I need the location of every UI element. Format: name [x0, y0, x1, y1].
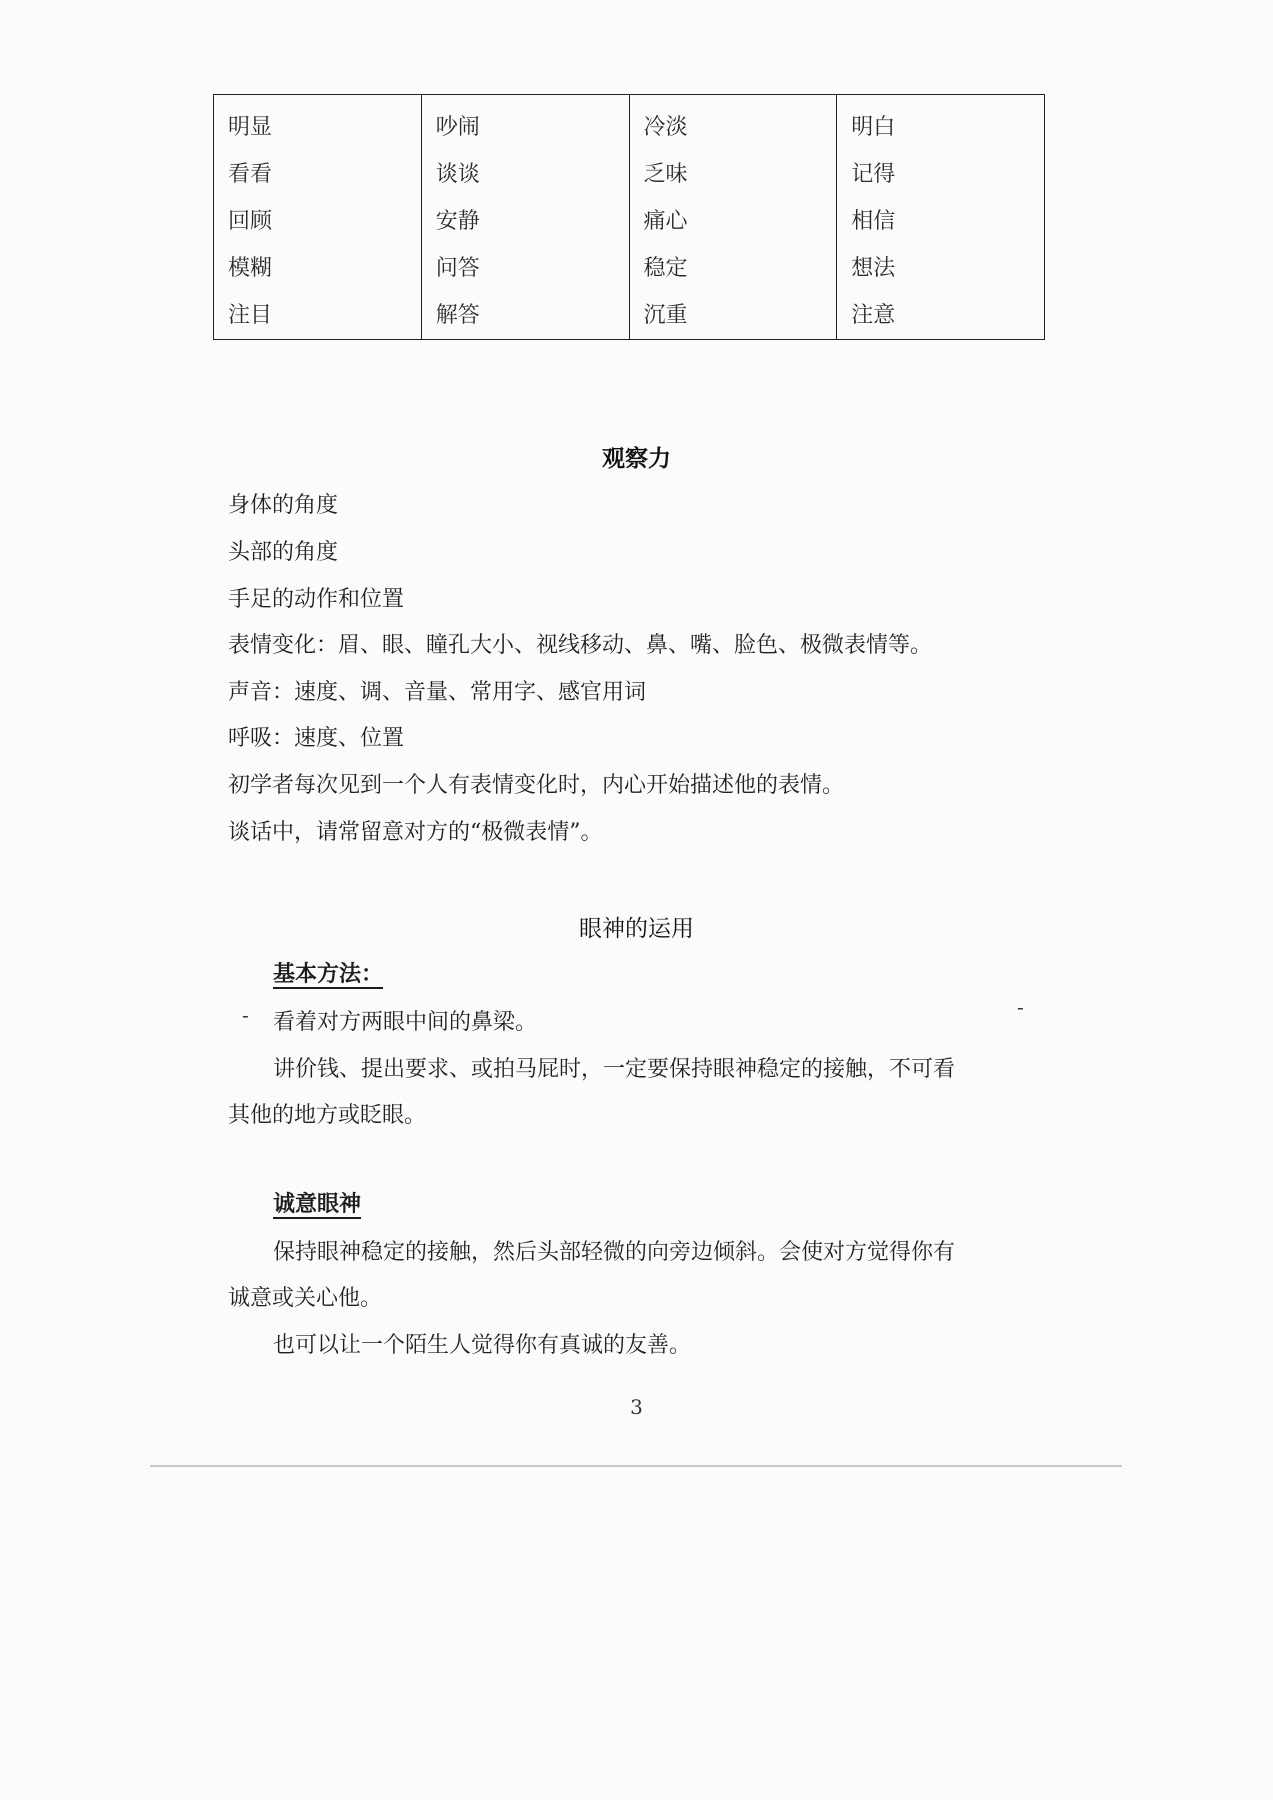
table-cell: 稳定: [643, 256, 688, 281]
page-bottom-rule: [150, 1465, 1122, 1467]
sincere-eyes-note: 也可以让一个陌生人觉得你有真诚的友善。: [273, 1333, 692, 1358]
observation-line: 声音：速度、调、音量、常用字、感官用词: [228, 680, 647, 705]
observation-line: 头部的角度: [228, 540, 339, 565]
observation-line: 初学者每次见到一个人有表情变化时，内心开始描述他的表情。: [228, 773, 845, 798]
table-cell: 想法: [851, 256, 896, 281]
table-cell: 模糊: [228, 256, 273, 281]
table-column-4: [837, 95, 1045, 340]
table-cell: 吵闹: [435, 115, 480, 140]
observation-heading: 观察力: [602, 445, 671, 472]
table-cell: 注意: [851, 303, 896, 328]
table-row: [214, 95, 1045, 340]
observation-line: 身体的角度: [228, 493, 339, 518]
table-cell: 沉重: [643, 303, 688, 328]
basic-method-paragraph-cont: 其他的地方或眨眼。: [228, 1103, 427, 1128]
observation-line: 手足的动作和位置: [228, 587, 405, 612]
page-number: 3: [630, 1395, 643, 1419]
observation-line: 呼吸：速度、位置: [228, 726, 405, 751]
basic-method-item: 看着对方两眼中间的鼻梁。: [273, 1010, 538, 1035]
table-cell: 回顾: [228, 209, 273, 234]
table-cell: 明显: [228, 115, 273, 140]
observation-line: 谈话中，请常留意对方的“极微表情”。: [228, 820, 603, 845]
table-cell: 明白: [851, 115, 896, 140]
stray-mark: -: [1017, 995, 1024, 1019]
observation-line: 表情变化：眉、眼、瞳孔大小、视线移动、鼻、嘴、脸色、极微表情等。: [228, 633, 933, 658]
table-cell: 问答: [435, 256, 480, 281]
table-column-1: [214, 95, 422, 340]
list-dash: -: [242, 1003, 249, 1027]
basic-method-heading: 基本方法：: [273, 961, 384, 987]
table-cell: 安静: [435, 209, 480, 234]
table-cell: 注目: [228, 303, 273, 328]
word-table: [213, 94, 1045, 340]
sincere-eyes-paragraph: 保持眼神稳定的接触，然后头部轻微的向旁边倾斜。会使对方觉得你有: [273, 1240, 956, 1265]
table-cell: 乏味: [643, 162, 688, 187]
sincere-eyes-paragraph-cont: 诚意或关心他。: [228, 1286, 383, 1311]
table-cell: 痛心: [643, 209, 688, 234]
table-cell: 记得: [851, 162, 896, 187]
table-cell: 冷淡: [643, 115, 688, 140]
table-cell: 看看: [228, 162, 273, 187]
sincere-eyes-heading: 诚意眼神: [273, 1191, 362, 1217]
table-cell: 解答: [435, 303, 480, 328]
table-column-3: [629, 95, 837, 340]
basic-method-paragraph: 讲价钱、提出要求、或拍马屁时，一定要保持眼神稳定的接触，不可看: [273, 1057, 956, 1082]
table-cell: 相信: [851, 209, 896, 234]
table-cell: 谈谈: [435, 162, 480, 187]
eye-contact-heading: 眼神的运用: [579, 916, 694, 942]
table-column-2: [421, 95, 629, 340]
